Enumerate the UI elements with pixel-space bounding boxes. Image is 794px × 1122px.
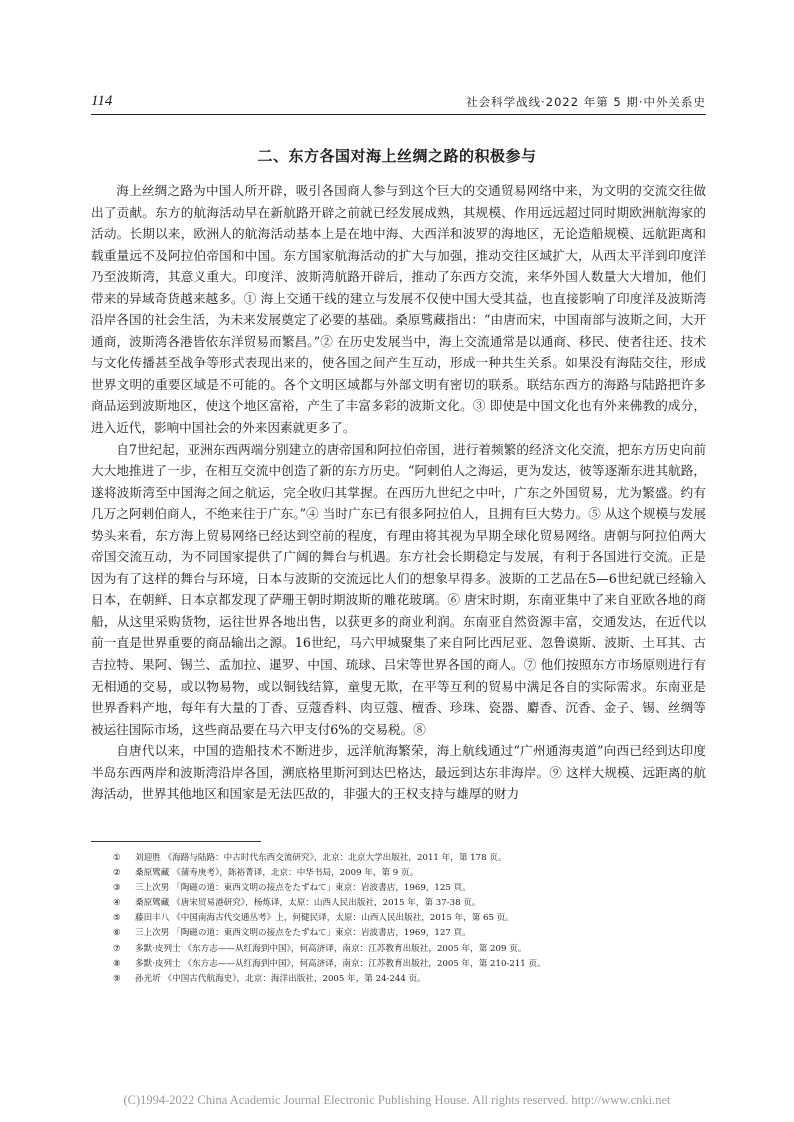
footnote-number: ⑤ <box>113 913 121 924</box>
footnote-text: 三上次男 「陶磁の道：東西文明の接点をたずねて」東京：岩波書店，1969，125 頁。 <box>135 883 471 894</box>
section-title: 二、东方各国对海上丝绸之路的积极参与 <box>257 147 537 165</box>
footnote-item <box>113 911 706 926</box>
journal-title: 社会科学战线·2022 年第 5 期·中外关系史 <box>466 95 706 109</box>
footnote-text: 藤田丰八 《中国南海古代交通丛考》上，何健民译，太原：山西人民出版社，2015 年，第 65 页。 <box>135 913 514 924</box>
footnote-text: 多默·皮列士 《东方志——从红海到中国》，何高济译，南京：江苏教育出版社，2005 年，第 209 页。 <box>135 943 527 954</box>
paragraph: 自7世纪起，亚洲东西两端分别建立的唐帝国和阿拉伯帝国，进行着频繁的经济文化交流，把东方历史向前大大地推进了一步，在相互交流中创造了新的东方历史。“阿剌伯人之海运，更为发达，彼等逐渐东进其航路，遂将波斯湾至中国海之间之航运，完全收归其掌握。在西历九世纪之中叶，广东之外国贸易，尤为繁盛。约有几万之阿剌伯商人，不绝来往于广东。”④ 当时广东已有很多阿拉伯人，且拥有巨大势力。⑤ 从这个规模与发展势头来看，东方海上贸易网络已经达到空前的程度，有理由将其视为早期全球化贸易网络。唐朝与阿拉伯两大帝国交流互动，为不同国家提供了广阔的舞台与机遇。东方社会长期稳定与发展，有利于各国进行交流。正是因为有了这样的舞台与环境，日本与波斯的交流远比人们的想象早得多。波斯的工艺品在5—6世纪就已经输入日本，在朝鲜、日本京都发现了萨珊王朝时期波斯的雕花玻璃。⑥ 唐宋时期，东南亚集中了来自亚欧各地的商船，从这里采购货物，运往世界各地出售，以获更多的商业利润。东南亚自然资源丰富，交通发达，在近代以前一直是世界重要的商品输出之源。16世纪，马六甲城聚集了来自阿比西尼亚、忽鲁谟斯、波斯、土耳其、古吉拉特、果阿、锡兰、孟加拉、暹罗、中国、琉球、吕宋等世界各国的商人。⑦ 他们按照东方市场原则进行有无相通的交易，或以物易物，或以铜钱结算，童叟无欺，在平等互利的贸易中满足各自的实际需求。东南亚是世界香料产地，每年有大量的丁香、豆蔻香料、肉豆蔻、檀香、珍珠、瓷器、麝香、沉香、金子、锡、丝绸等被运往国际市场，这些商品要在马六甲支付6%的交易税。⑧ <box>91 441 706 737</box>
running-header <box>91 86 706 115</box>
footnote-number: ⑦ <box>113 943 121 954</box>
footnote-item <box>113 896 706 911</box>
copyright-watermark: (C)1994-2022 China Academic Journal Electronic Publishing House. All rights reserved. http://www.cnki.net <box>123 1093 671 1107</box>
footnote-number: ① <box>113 853 121 863</box>
footnote-number: ④ <box>113 898 121 909</box>
footnote-text: 多默·皮列士 《东方志——从红海到中国》，何高济译，南京：江苏教育出版社，2005 年，第 210-211 页。 <box>135 958 546 969</box>
footnote-item <box>113 881 706 896</box>
footnote-text: 桑原骘藏 《唐宋贸易港研究》，杨炼译，太原：山西人民出版社，2015 年，第 37-38 页。 <box>135 898 481 909</box>
footnote-number: ⑥ <box>113 928 121 939</box>
footnote-text: 桑原骘藏 《蒲寿庚考》，陈裕菁译，北京：中华书局，2009 年，第 9 页。 <box>135 868 419 879</box>
footnote-text: 刘迎胜 《海路与陆路：中古时代东西交流研究》，北京：北京大学出版社，2011 年，第 178 页。 <box>135 853 507 863</box>
footnotes <box>113 851 706 987</box>
footnote-item <box>113 972 706 987</box>
footnote-text: 三上次男 「陶磁の道：東西文明の接点をたずねて」東京：岩波書店，1969，127 頁。 <box>135 928 471 939</box>
paragraph: 海上丝绸之路为中国人所开辟，吸引各国商人参与到这个巨大的交通贸易网络中来，为文明的交流交往做出了贡献。东方的航海活动早在新航路开辟之前就已经发展成熟，其规模、作用远远超过同时期欧洲航海家的活动。长期以来，欧洲人的航海活动基本上是在地中海、大西洋和波罗的海地区，无论造船规模、远航距离和载重量远不及阿拉伯帝国和中国。东方国家航海活动的扩大与加强，推动交往区域扩大，从西太平洋到印度洋乃至波斯湾，其意义重大。印度洋、波斯湾航路开辟后，推动了东西方交流，来华外国人数量大大增加，他们带来的异域奇货越来越多。① 海上交通干线的建立与发展不仅使中国大受其益，也直接影响了印度洋及波斯湾沿岸各国的社会生活，为未来发展奠定了必要的基础。桑原骘藏指出：“由唐而宋，中国南部与波斯之间，大开通商，波斯湾各港皆依东洋贸易而繁昌。”② 在历史发展当中，海上交流通常是以通商、移民、使者往还、技术与文化传播甚至战争等形式表现出来的，使各国之间产生互动，形成一种共生关系。如果没有海陆交往，形成世界文明的重要区域是不可能的。各个文明区域都与外部文明有密切的联系。联结东西方的海路与陆路把许多商品运到波斯地区，使这个地区富裕，产生了丰富多彩的波斯文化。③ 即使是中国文化也有外来佛教的成分，进入近代，影响中国社会的外来因素就更多了。 <box>91 183 706 436</box>
footnote-item <box>113 926 706 941</box>
page-number: 114 <box>91 93 113 109</box>
footnote-text: 孙光圻 《中国古代航海史》，北京：海洋出版社，2005 年，第 24-244 页。 <box>135 973 426 984</box>
body-text <box>91 180 706 805</box>
footnote-number: ⑧ <box>113 958 121 969</box>
footnote-item <box>113 851 706 866</box>
paragraph: 自唐代以来，中国的造船技术不断进步，远洋航海繁荣，海上航线通过“广州通海夷道”向西已经到达印度半岛东西两岸和波斯湾沿岸各国，溯底格里斯河到达巴格达，最远到达东非海岸。⑨ 这样大规模、远距离的航海活动，世界其他地区和国家是无法匹敌的，非强大的王权支持与雄厚的财力 <box>91 743 706 802</box>
footnote-number: ⑨ <box>113 973 121 984</box>
footnote-number: ③ <box>113 883 121 894</box>
footnote-item <box>113 942 706 957</box>
footnote-divider <box>91 841 261 842</box>
footnote-item <box>113 957 706 972</box>
footnote-number: ② <box>113 868 121 879</box>
footnote-item <box>113 866 706 881</box>
